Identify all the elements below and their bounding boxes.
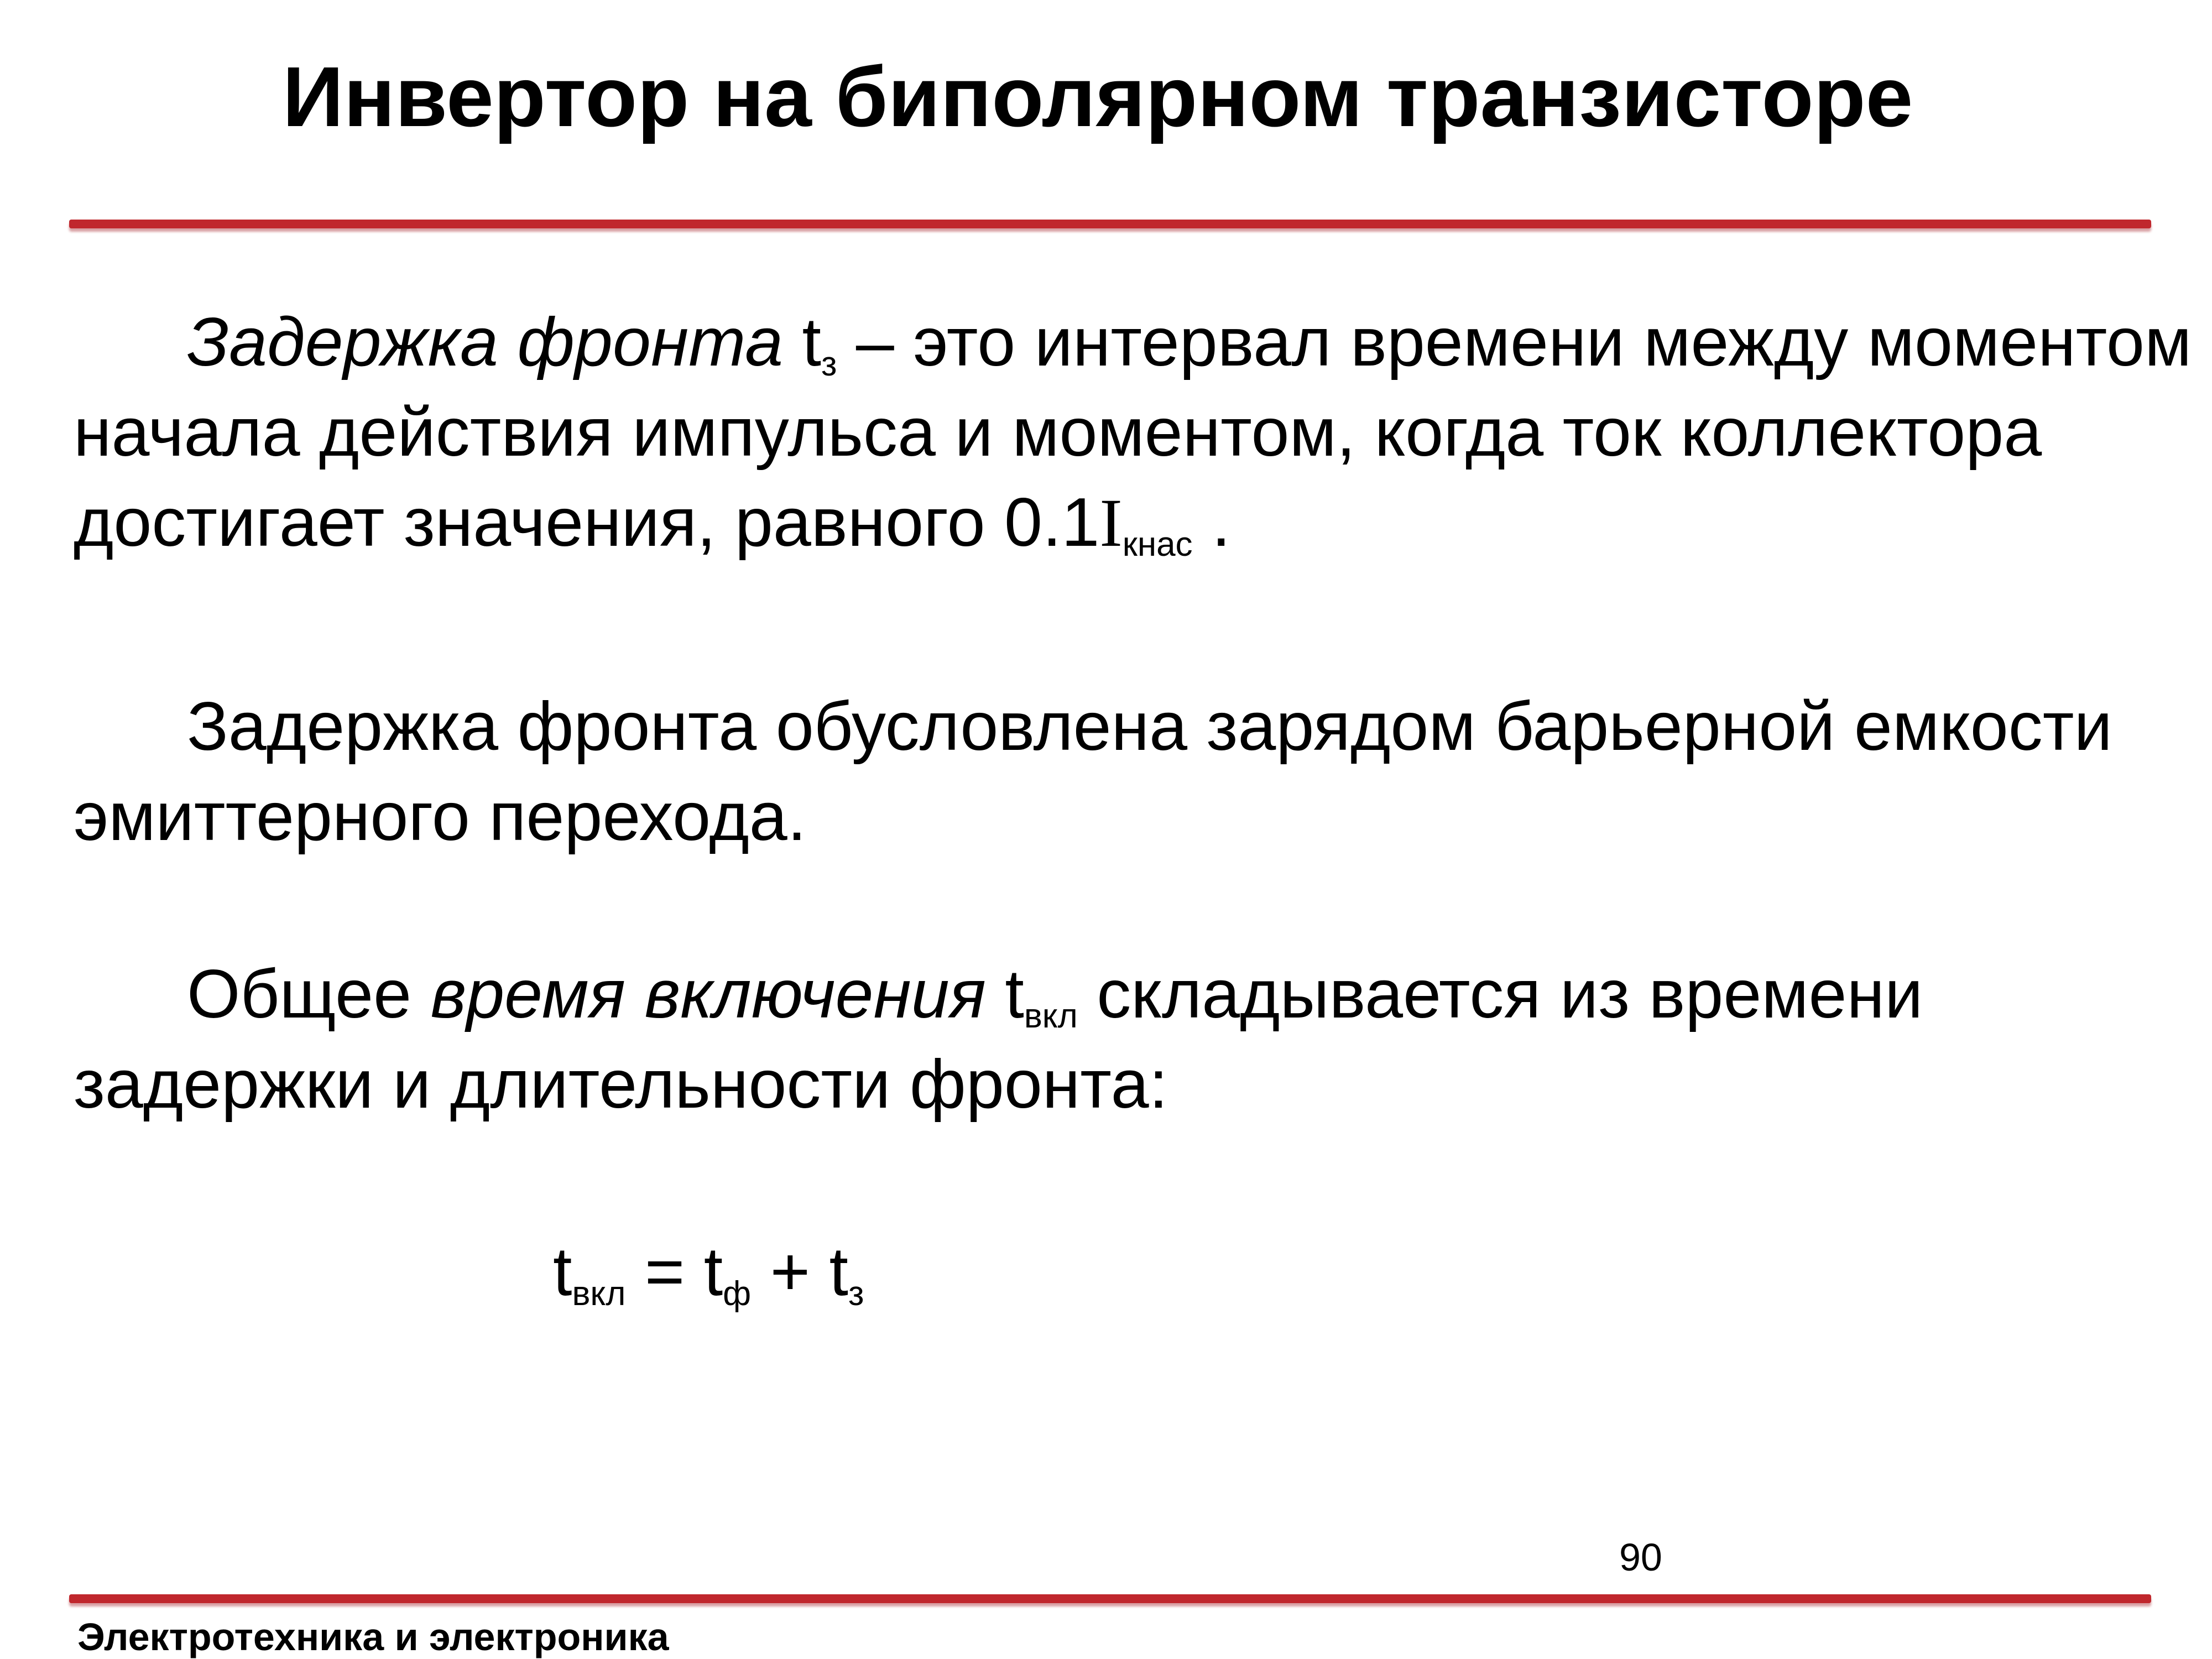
- page-number: 90: [1619, 1536, 1662, 1579]
- term-turn-on-time: время включения: [430, 956, 986, 1032]
- current-sub-knas: кнас: [1122, 525, 1193, 564]
- formula-t2-sub: з: [848, 1275, 864, 1313]
- formula-lhs: t: [553, 1234, 572, 1310]
- symbol-t-on: t: [985, 956, 1024, 1032]
- footer-course-title: Электротехника и электроника: [77, 1615, 669, 1658]
- formula-lhs-sub: вкл: [572, 1275, 626, 1313]
- formula-plus: + t: [751, 1234, 848, 1310]
- bottom-divider: [69, 1594, 2151, 1603]
- formula-equals: = t: [625, 1234, 723, 1310]
- turn-on-text-start: Общее: [187, 956, 431, 1032]
- top-divider: [69, 220, 2151, 228]
- slide-title: Инвертор на биполярном транзисторе: [282, 49, 1913, 144]
- symbol-sub-vkl: вкл: [1024, 997, 1078, 1035]
- cause-text: Задержка фронта обусловлена зарядом барьерной емкости эмиттерного перехода.: [74, 688, 2112, 855]
- term-front-delay: Задержка фронта: [187, 304, 784, 380]
- symbol-sub-z: з: [821, 345, 837, 383]
- definition-end: .: [1192, 484, 1231, 561]
- paragraph-front-delay-cause: [74, 682, 2197, 862]
- formula-t1-sub: ф: [723, 1275, 752, 1313]
- symbol-t: t: [802, 304, 821, 380]
- definition-text: – это интервал времени между моментом начала действия импульса и моментом, когда ток коллектора достигает значения, равного 0.1: [74, 304, 2192, 561]
- turn-on-time-formula: [553, 1228, 864, 1316]
- paragraph-front-delay-definition: [74, 298, 2197, 568]
- turn-on-text-end: складывается из времени задержки и длительности фронта:: [74, 956, 1923, 1123]
- paragraph-turn-on-time: [74, 950, 2197, 1130]
- current-symbol: I: [1099, 485, 1123, 561]
